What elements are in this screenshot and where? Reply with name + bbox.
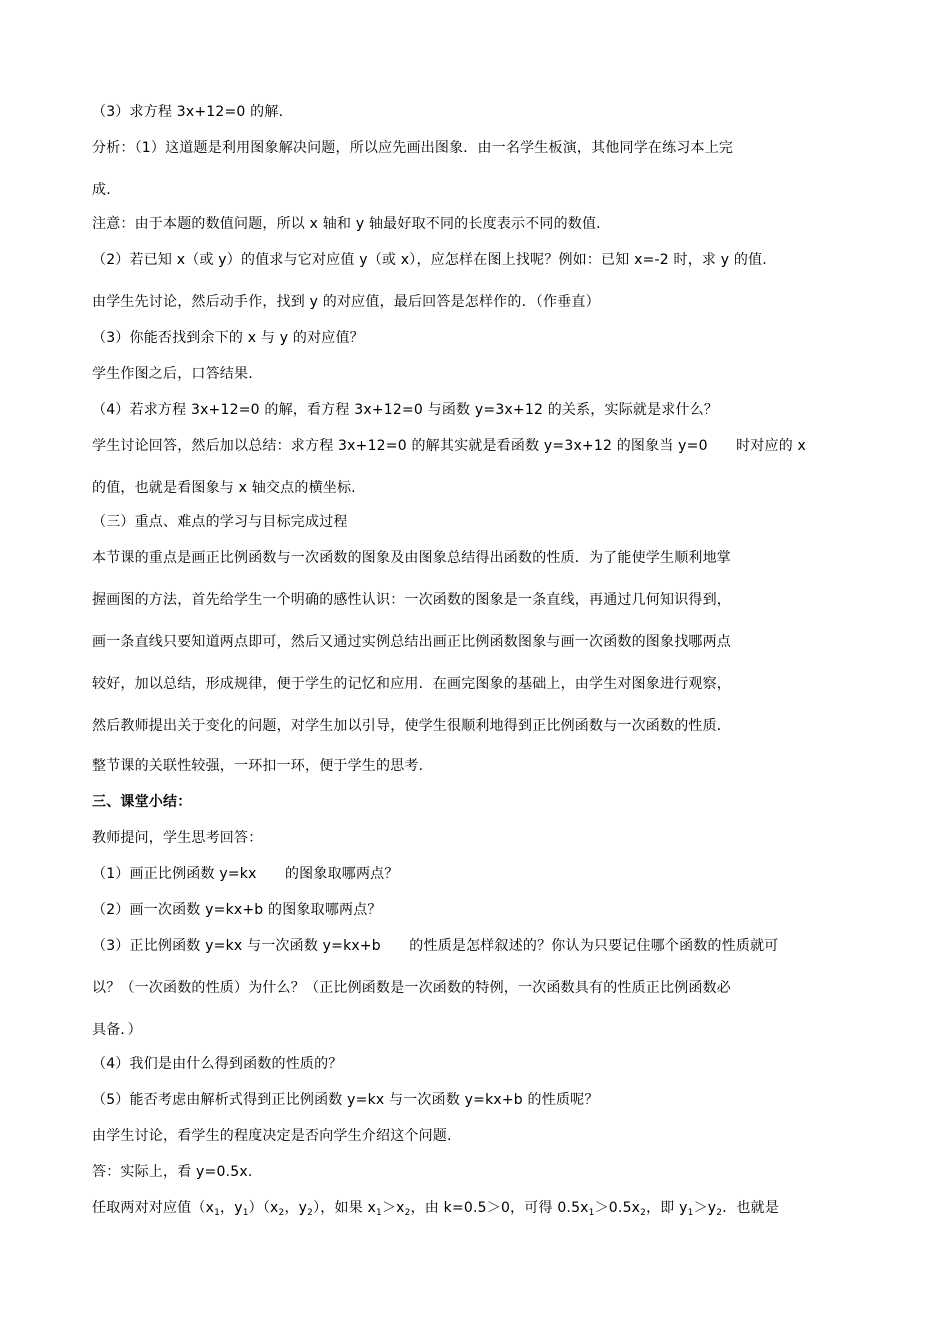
section-heading: （三）重点、难点的学习与目标完成过程 [92,514,348,530]
text-line: （4）我们是由什么得到函数的性质的？ [92,1056,343,1072]
text-line: （3）正比例函数 y=kx 与一次函数 y=kx+b 的性质是怎样叙述的？你认为只要记住哪个函数的性质就可 [92,938,779,954]
text-line: 学生讨论回答，然后加以总结：求方程 3x+12=0 的解其实就是看函数 y=3x+12 的图象当 y=0 时对应的 x [92,438,807,454]
text-line: （4）若求方程 3x+12=0 的解，看方程 3x+12=0 与函数 y=3x+12 的关系，实际就是求什么？ [92,402,719,418]
text-line: 整节课的关联性较强，一环扣一环，便于学生的思考. [92,758,424,774]
text-line: 具备．） [92,1022,142,1038]
text-line: 然后教师提出关于变化的问题，对学生加以引导，使学生很顺利地得到正比例函数与一次函数的性质． [92,718,731,734]
text-line: （3）你能否找到余下的 x 与 y 的对应值？ [92,330,364,346]
text-line: （1）画正比例函数 y=kx 的图象取哪两点？ [92,866,399,882]
text-line: 学生作图之后，口答结果. [92,366,253,382]
text-line: 画一条直线只要知道两点即可，然后又通过实例总结出画正比例函数图象与画一次函数的图象找哪两点 [92,634,731,650]
text-line: 的值，也就是看图象与 x 轴交点的横坐标. [92,480,356,496]
text-line: （3）求方程 3x+12=0 的解. [92,104,284,120]
section-heading: 三、课堂小结： [92,794,192,810]
text-line: 握画图的方法，首先给学生一个明确的感性认识：一次函数的图象是一条直线，再通过几何知识得到， [92,592,731,608]
text-line: 由学生先讨论，然后动手作，找到 y 的对应值，最后回答是怎样作的．（作垂直） [92,294,600,310]
text-line: （2）若已知 x（或 y）的值求与它对应值 y（或 x），应怎样在图上找呢？例如：已知 x=-2 时，求 y 的值. [92,252,767,268]
text-line: 答：实际上，看 y=0.5x. [92,1164,253,1180]
text-line: 由学生讨论，看学生的程度决定是否向学生介绍这个问题. [92,1128,452,1144]
text-line: 成. [92,182,111,198]
text-line: 以？（一次函数的性质）为什么？（正比例函数是一次函数的特例，一次函数具有的性质正比例函数必 [92,980,731,996]
text-line: 较好，加以总结，形成规律，便于学生的记忆和应用．在画完图象的基础上，由学生对图象进行观察， [92,676,731,692]
text-line: 注意：由于本题的数值问题，所以 x 轴和 y 轴最好取不同的长度表示不同的数值. [92,216,601,232]
text-line: 任取两对对应值（$x_1$，$y_1)(x_2$，$y_2$），如果 $x_1>x_2$，由 k=0.5＞0，可得 $0.5x_1>0.5x_2$，即 $y_1>y_2$．也就是 [92,1200,780,1218]
text-line: 分析：（1）这道题是利用图象解决问题，所以应先画出图象．由一名学生板演，其他同学在练习本上完 [92,140,734,156]
text-line: （2）画一次函数 y=kx+b 的图象取哪两点？ [92,902,382,918]
text-line: 教师提问，学生思考回答： [92,830,263,846]
text-line: （5）能否考虑由解析式得到正比例函数 y=kx 与一次函数 y=kx+b 的性质呢？ [92,1092,599,1108]
text-line: 本节课的重点是画正比例函数与一次函数的图象及由图象总结得出函数的性质．为了能使学生顺利地掌 [92,550,731,566]
